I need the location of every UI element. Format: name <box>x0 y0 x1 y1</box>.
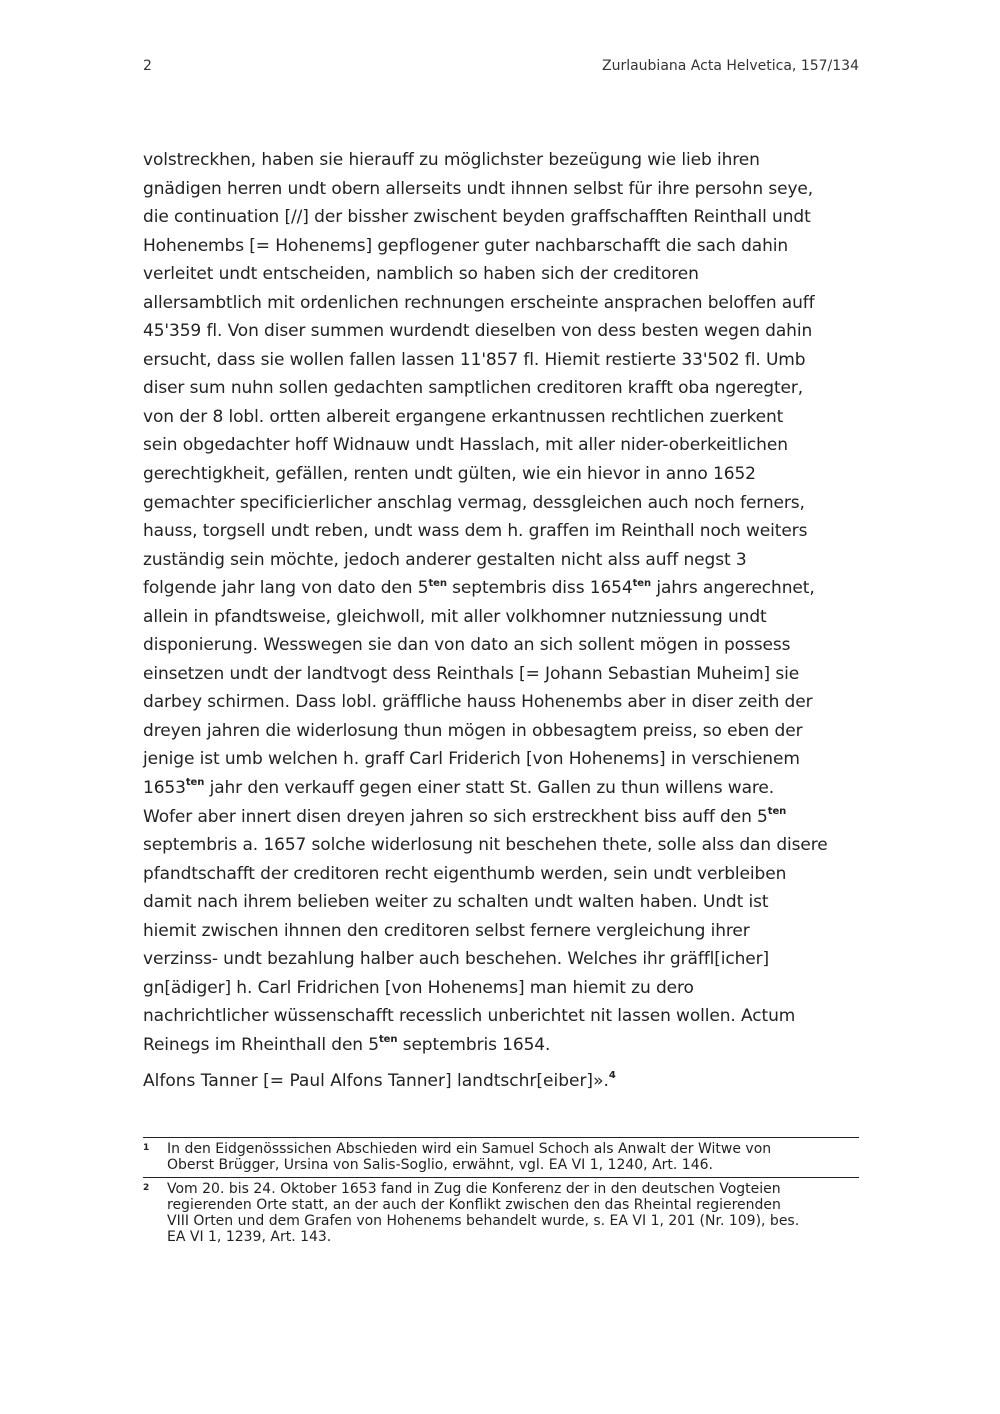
text-line: dreyen jahren die widerlosung thun mögen in obbesagtem preiss, so eben der <box>143 720 803 741</box>
superscript: ten <box>185 777 205 789</box>
text-line: allein in pfandtsweise, gleichwoll, mit aller volkhomner nutzniessung undt <box>143 606 767 627</box>
text-line <box>143 774 859 803</box>
text-line: diser sum nuhn sollen gedachten samptlichen creditoren krafft oba ngeregter, <box>143 378 804 399</box>
text-line: gerechtigkheit, gefällen, renten undt gülten, wie ein hievor in anno 1652 <box>143 464 756 485</box>
text-line: volstreckhen, haben sie hierauff zu möglichster bezeügung wie lieb ihren <box>143 150 760 170</box>
text-line: jenige ist umb welchen h. graff Carl Friderich [von Hohenems] in verschienem <box>143 749 800 770</box>
superscript: ten <box>379 1034 398 1046</box>
text-line: verzinss- undt bezahlung halber auch beschehen. Welches ihr gräffl[icher] <box>143 949 770 970</box>
text-span: septembris diss 1654 <box>446 578 633 599</box>
signature-text: Alfons Tanner [= Paul Alfons Tanner] landtschr[eiber]». <box>143 1071 609 1091</box>
text-line <box>143 574 859 603</box>
text-line: sein obgedachter hoff Widnauw undt Hasslach, mit aller nider-oberkeitlichen <box>143 435 788 456</box>
text-span: 1653 <box>143 778 186 799</box>
text-line: gnädigen herren undt obern allerseits undt ihnnen selbst für ihre persohn seye, <box>143 178 814 199</box>
text-span: Reinegs im Rheinthall den 5 <box>143 1034 379 1055</box>
text-span: septembris 1654. <box>397 1034 551 1055</box>
superscript: ten <box>767 805 787 817</box>
text-line: zuständig sein möchte, jedoch anderer gestalten nicht alss auff negst 3 <box>143 549 747 570</box>
text-span: jahr den verkauff gegen einer statt St. Gallen zu thun willens ware. <box>204 778 775 799</box>
text-line: gemachter specificierlicher anschlag vermag, dessgleichen auch noch ferners, <box>143 492 805 513</box>
text-line: hiemit zwischen ihnnen den creditoren selbst fernere vergleichung ihrer <box>143 920 750 941</box>
footnote-line: Vom 20. bis 24. Oktober 1653 fand in Zug die Konferenz der in den deutschen Vogteien <box>167 1181 781 1197</box>
text-line: 45'359 fl. Von diser summen wurdendt dieselben von dess besten wegen dahin <box>143 321 813 342</box>
main-text <box>143 146 859 1060</box>
text-line: ersucht, dass sie wollen fallen lassen 11'857 fl. Hiemit restierte 33'502 fl. Umb <box>143 349 806 370</box>
footnote <box>143 1177 859 1249</box>
text-line: nachrichtlicher wüssenschafft recesslich unberichtet nit lassen wollen. Actum <box>143 1006 796 1027</box>
text-span: Wofer aber innert disen dreyen jahren so sich erstreckhent biss auff den 5 <box>143 806 768 827</box>
text-line <box>143 803 859 832</box>
text-line: darbey schirmen. Dass lobl. gräffliche hauss Hohenembs aber in diser zeith der <box>143 692 813 713</box>
text-line: die continuation [//] der bissher zwischent beyden graffschafften Reinthall undt <box>143 207 811 228</box>
text-line: pfandtschafft der creditoren recht eigenthumb werden, sein undt verbleiben <box>143 863 787 884</box>
text-span: jahrs angerechnet, <box>651 578 815 599</box>
text-line <box>143 1031 859 1060</box>
superscript: ten <box>632 577 652 589</box>
footnote <box>143 1137 859 1177</box>
text-line: disponierung. Wesswegen sie dan von dato an sich sollent mögen in possess <box>143 635 791 656</box>
text-line: hauss, torgsell undt reben, undt wass dem h. graffen im Reinthall noch weiters <box>143 521 808 542</box>
text-line: gn[ädiger] h. Carl Fridrichen [von Hohenems] man hiemit zu dero <box>143 977 694 998</box>
page-number: 2 <box>143 58 152 74</box>
footnote-line: In den Eidgenösssichen Abschieden wird ein Samuel Schoch als Anwalt der Witwe von <box>167 1141 772 1157</box>
text-line: einsetzen undt der landtvogt dess Reinthals [= Johann Sebastian Muheim] sie <box>143 663 800 684</box>
page-header <box>143 58 859 82</box>
text-line: von der 8 lobl. ortten albereit ergangene erkantnussen rechtlichen zuerkent <box>143 406 784 427</box>
text-line: Hohenembs [= Hohenems] gepflogener guter nachbarschafft die sach dahin <box>143 235 789 256</box>
footnote-reference[interactable]: 4 <box>608 1070 616 1082</box>
footnote-line: EA VI 1, 1239, Art. 143. <box>167 1229 332 1245</box>
superscript: ten <box>428 577 447 589</box>
footnote-line: regierenden Orte statt, an der auch der Konflikt zwischen den das Rheintal regierenden <box>167 1197 781 1213</box>
text-line: damit nach ihrem belieben weiter zu schalten undt walten haben. Undt ist <box>143 892 769 913</box>
footnote-marker: 2 <box>143 1183 150 1193</box>
running-title: Zurlaubiana Acta Helvetica, 157/134 <box>601 58 859 74</box>
text-line: verleitet undt entscheiden, namblich so haben sich der creditoren <box>143 264 699 285</box>
text-line: allersambtlich mit ordenlichen rechnungen erscheinte ansprachen beloffen auff <box>143 292 815 313</box>
text-span: folgende jahr lang von dato den 5 <box>143 578 429 599</box>
footnotes <box>143 1137 859 1249</box>
signature-line <box>143 1067 859 1095</box>
footnote-line: VIII Orten und dem Grafen von Hohenems behandelt wurde, s. EA VI 1, 201 (Nr. 109), bes. <box>167 1213 800 1229</box>
footnote-line: Oberst Brügger, Ursina von Salis-Soglio, erwähnt, vgl. EA VI 1, 1240, Art. 146. <box>167 1157 713 1173</box>
footnote-marker: 1 <box>143 1143 150 1153</box>
text-line: septembris a. 1657 solche widerlosung nit beschehen thete, solle alss dan disere <box>143 835 828 856</box>
